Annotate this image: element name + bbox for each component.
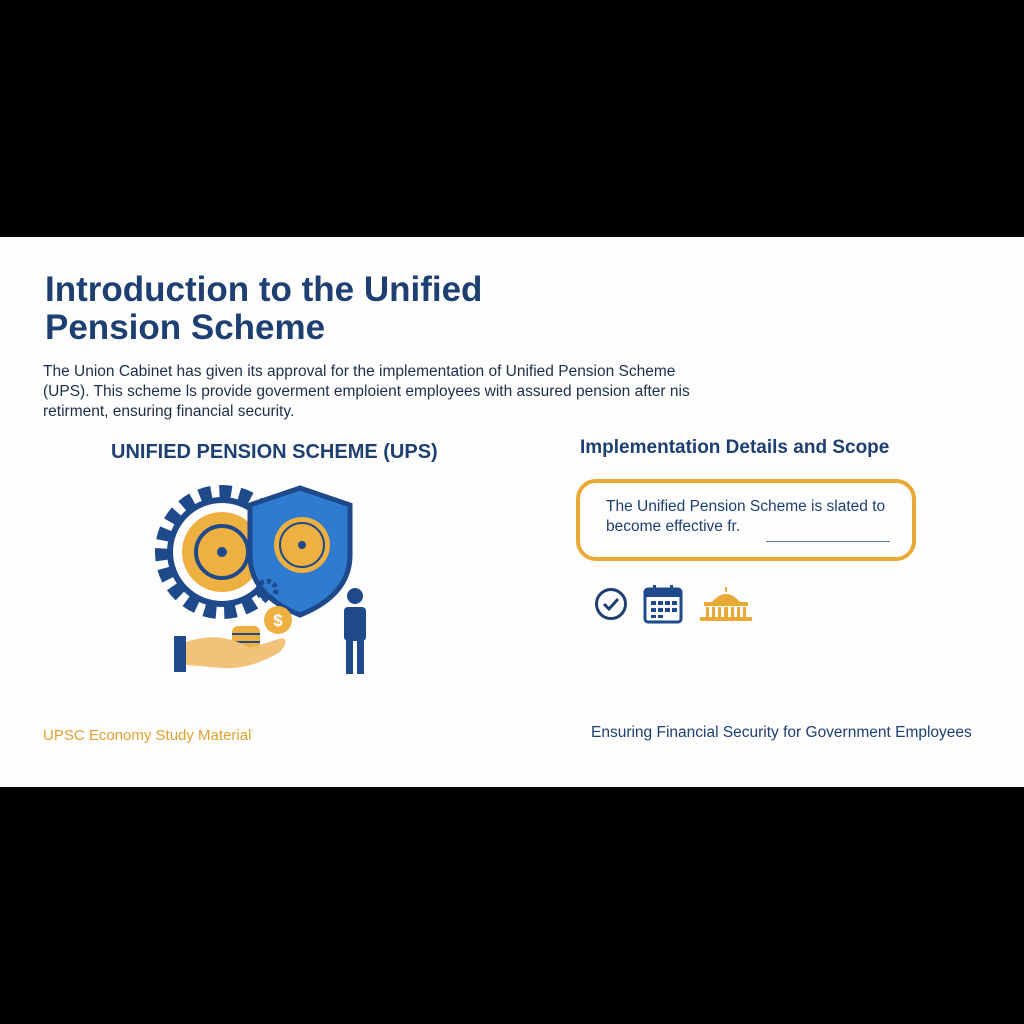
pension-illustration [150, 480, 390, 690]
intro-paragraph: The Union Cabinet has given its approval for the implementation of Unified Pension Scheme (UPS). This scheme ls provide goverment emploient employees with assured pension after nis retirment, ensuring financial security. [43, 363, 690, 420]
calendar-icon [642, 583, 684, 625]
footer-tagline: Ensuring Financial Security for Government Employees [591, 724, 972, 741]
blank-line [766, 541, 890, 542]
shield-icon [250, 488, 350, 615]
coin-icon [264, 606, 292, 634]
page-title: Introduction to the Unified Pension Scheme [45, 270, 483, 347]
ups-heading: UNIFIED PENSION SCHEME (UPS) [111, 441, 438, 463]
parliament-building-icon [698, 584, 754, 624]
person-icon [344, 588, 366, 674]
svg-text:$: $ [273, 611, 283, 630]
icon-row [594, 583, 754, 625]
implementation-heading: Implementation Details and Scope [580, 437, 890, 458]
check-circle-icon [594, 587, 628, 621]
footer-study-material: UPSC Economy Study Material [43, 727, 252, 744]
effective-date-callout [576, 479, 916, 561]
slide [0, 237, 1024, 787]
hand-icon [174, 636, 286, 672]
callout-text: The Unified Pension Scheme is slated to become effective fr. [606, 498, 886, 535]
